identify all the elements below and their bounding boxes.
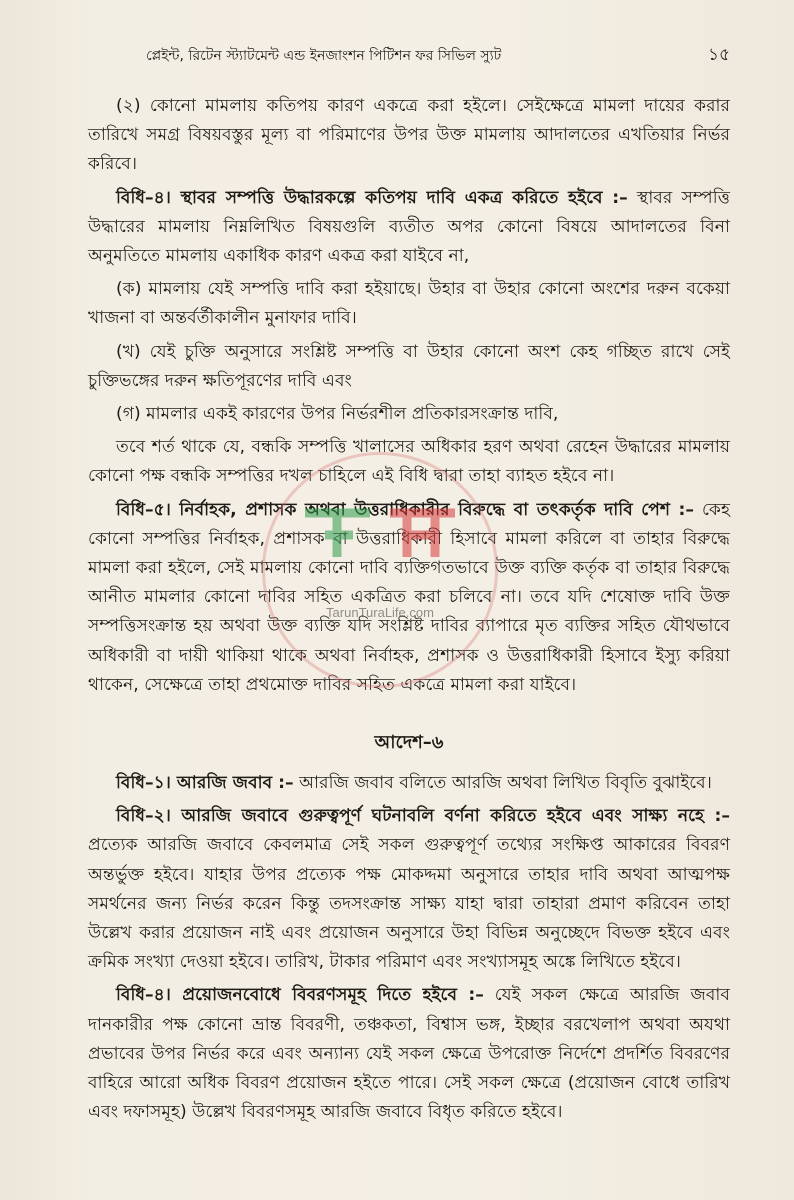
paragraph-text: আরজি জবাব বলিতে আরজি অথবা লিখিত বিবৃতি বুঝাইবে। xyxy=(293,773,712,794)
running-header xyxy=(88,42,730,70)
rule-heading: বিধি–৪। স্থাবর সম্পত্তি উদ্ধারকল্পে কতিপয় দাবি একত্র করিতে হইবে :– xyxy=(116,187,628,208)
rule-heading: বিধি–৫। নির্বাহক, প্রশাসক অথবা উত্তরাধিকারীর বিরুদ্ধে বা তৎকর্তৃক দাবি পেশ :– xyxy=(116,499,694,520)
rule-heading: বিধি–১। আরজি জবাব :– xyxy=(116,773,294,794)
body-text xyxy=(88,92,730,1128)
paragraph-text: (ক) মামলায় যেই সম্পত্তি দাবি করা হইয়াছে। উহার বা উহার কোনো অংশের দরুন বকেয়া খাজনা বা অন্তর্বর্তীকালীন মুনাফার দাবি। xyxy=(88,279,730,329)
paragraph xyxy=(88,496,730,700)
paragraph xyxy=(88,275,730,333)
watermark-site-text: TarunTuraLife.com xyxy=(326,605,434,620)
paragraph xyxy=(88,769,730,798)
paragraph-text: স্থাবর সম্পত্তি উদ্ধারের মামলায় নিম্নলিখিত বিষয়গুলি ব্যতীত অপর কোনো বিষয়ে আদালতের বিনা অনুমতিতে মামলায় একাধিক কারণ একত্র করা যাইবে না, xyxy=(88,187,730,267)
paragraph-text: প্রত্যেক আরজি জবাবে কেবলমাত্র সেই সকল গুরুত্বপূর্ণ তথ্যের সংক্ষিপ্ত আকারের বিবরণ অন্তর্ভুক্ত হইবে। যাহার উপর প্রত্যেক পক্ষ মোকদ্দমা অনুসারে তাহার দাবি অথবা আত্মপক্ষ সমর্থনের জন্য নির্ভর করেন কিন্তু তদসংক্রান্ত সাক্ষ্য যাহা দ্বারা তাহারা প্রমাণ করিবেন তাহা উল্লেখ করার প্রয়োজন নাই এবং প্রয়োজন অনুসারে উহা বিভিন্ন অনুচ্ছেদে বিভক্ত হইবে এবং ক্রমিক সংখ্যা দেওয়া হইবে। তারিখ, টাকার পরিমাণ এবং সংখ্যাসমূহ অঙ্কে লিখিতে হইবে। xyxy=(88,835,730,973)
paragraph-text: (গ) মামলার একই কারণের উপর নির্ভরশীল প্রতিকারসংক্রান্ত দাবি, xyxy=(116,404,559,425)
paragraph xyxy=(88,981,730,1127)
paragraph xyxy=(88,433,730,491)
rule-heading: বিধি–৪। প্রয়োজনবোধে বিবরণসমূহ দিতে হইবে :– xyxy=(116,985,484,1006)
paragraph-text: যেই সকল ক্ষেত্রে আরজি জবাব দানকারীর পক্ষ কোনো ভ্রান্ত বিবরণী, তঞ্চকতা, বিশ্বাস ভঙ্গ, ইচ্ছার বরখেলাপ অথবা অযথা প্রভাবের উপর নির্ভর করে এবং অন্যান্য যেই সকল ক্ষেত্রে উপরোক্ত নির্দেশে প্রদর্শিত বিবরণের বাহিরে আরো অধিক বিবরণ প্রয়োজন হইতে পারে। সেই সকল ক্ষেত্রে (প্রয়োজন বোধে তারিখ এবং দফাসমূহ) উল্লেখ বিবরণসমূহ আরজি জবাবে বিধৃত করিতে হইবে। xyxy=(88,985,730,1123)
rule-heading: বিধি–২। আরজি জবাবে গুরুত্বপূর্ণ ঘটনাবলি বর্ণনা করিতে হইবে এবং সাক্ষ্য নহে :– xyxy=(116,806,730,827)
paragraph xyxy=(88,338,730,396)
page-number: ১৫ xyxy=(707,45,730,65)
paragraph xyxy=(88,92,730,180)
paragraph xyxy=(88,802,730,977)
running-header-title: প্লেইন্ট, রিটেন স্ট্যাটমেন্ট এন্ড ইনজাংশন পিটিশন ফর সিভিল স্যুট xyxy=(146,48,502,64)
section-title: আদেশ–৬ xyxy=(374,732,444,754)
paragraph xyxy=(88,184,730,272)
paragraph-text: তবে শর্ত থাকে যে, বন্ধকি সম্পত্তি খালাসের অধিকার হরণ অথবা রেহেন উদ্ধারের মামলায় কোনো পক্ষ বন্ধকি সম্পত্তির দখল চাহিলে এই বিধি দ্বারা তাহা ব্যাহত হইবে না। xyxy=(88,437,730,487)
paragraph-text: (২) কোনো মামলায় কতিপয় কারণ একত্রে করা হইলে। সেইক্ষেত্রে মামলা দায়ের করার তারিখে সমগ্র বিষয়বস্তুর মূল্য বা পরিমাণের উপর উক্ত মামলায় আদালতের এখতিয়ার নির্ভর করিবে। xyxy=(88,96,730,175)
paragraph xyxy=(88,400,730,429)
paragraph-text: (খ) যেই চুক্তি অনুসারে সংশ্লিষ্ট সম্পত্তি বা উহার কোনো অংশ কেহ গচ্ছিত রাখে সেই চুক্তিভঙ্গের দরুন ক্ষতিপূরণের দাবি এবং xyxy=(88,341,730,391)
paragraph-text: কেহ কোনো সম্পত্তির নির্বাহক, প্রশাসক বা উত্তরাধিকারী হিসাবে মামলা করিলে বা তাহার বিরুদ্ধে মামলা করা হইলে, সেই মামলায় কোনো দাবি ব্যক্তিগতভাবে উক্ত ব্যক্তি কর্তৃক বা তাহার বিরুদ্ধে আনীত মামলার কোনো দাবির সহিত একত্রিত করা চলিবে না। তবে যদি শেষোক্ত দাবি উক্ত সম্পত্তিসংক্রান্ত হয় অথবা উক্ত ব্যক্তি যদি সংশ্লিষ্ট দাবির ব্যাপারে মৃত ব্যক্তির সহিত যৌথভাবে অধিকারী বা দায়ী থাকিয়া থাকে অথবা নির্বাহক, প্রশাসক ও উত্তরাধিকারী হিসাবে ইস্যু করিয়া থাকেন, সেক্ষেত্রে তাহা প্রথমোক্ত দাবির সহিত একত্রে মামলা করা যাইবে। xyxy=(88,499,730,695)
